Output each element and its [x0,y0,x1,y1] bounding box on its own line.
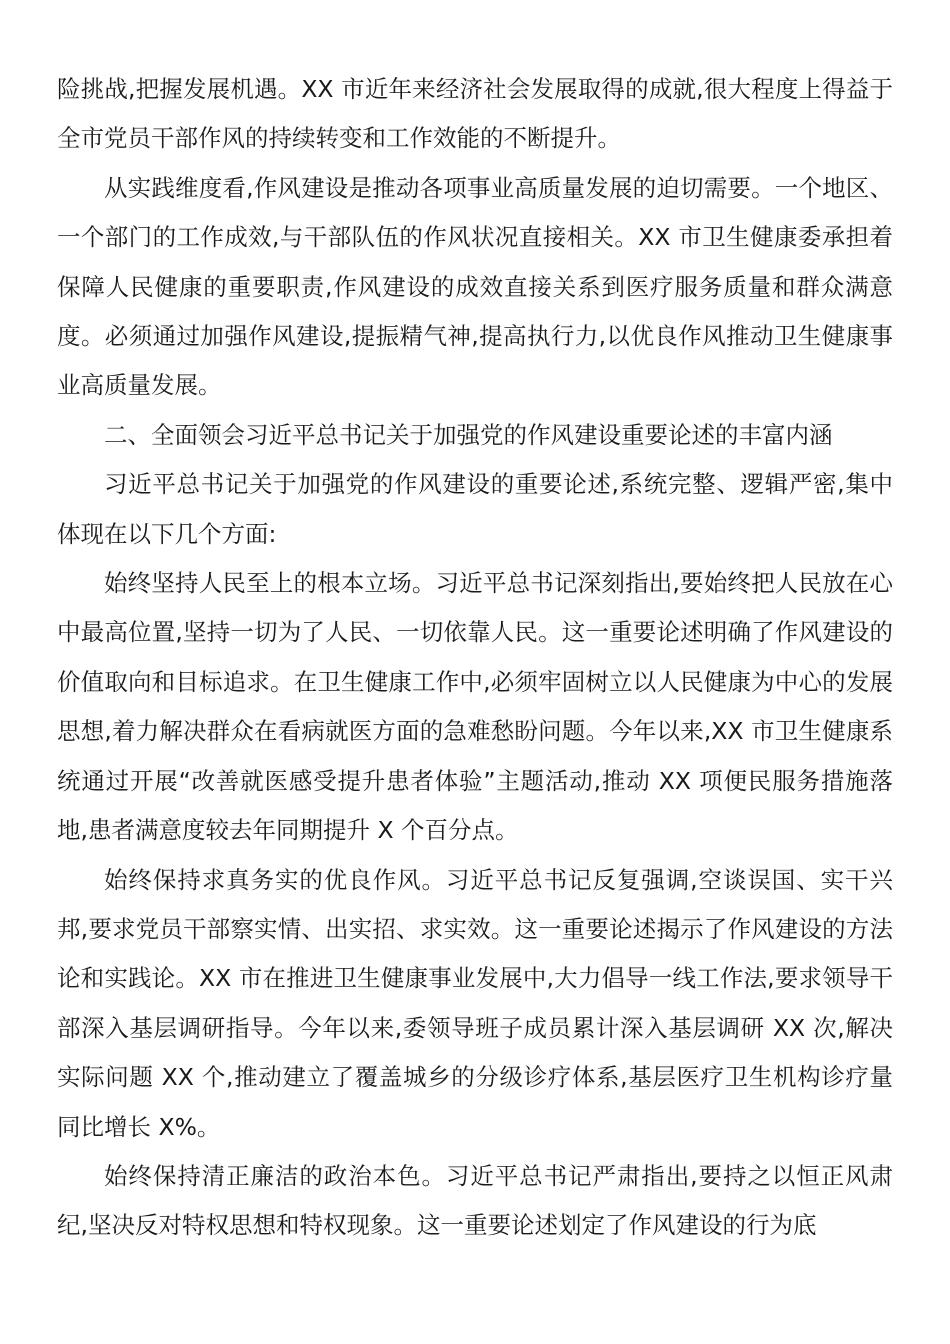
paragraph-intro: 习近平总书记关于加强党的作风建设的重要论述,系统完整、逻辑严密,集中体现在以下几个方面: [57,470,893,548]
paragraph-integrity: 始终保持清正廉洁的政治本色。习近平总书记严肃指出,要持之以恒正风肃纪,坚决反对特权思想和特权现象。这一重要论述划定了作风建设的行为底 [57,1161,893,1240]
section-heading-two: 二、全面领会习近平总书记关于加强党的作风建设重要论述的丰富内涵 [104,420,833,449]
paragraph-people-first: 始终坚持人民至上的根本立场。习近平总书记深刻指出,要始终把人民放在心中最高位置,坚持一切为了人民、一切依靠人民。这一重要论述明确了作风建设的价值取向和目标追求。在卫生健康工作中,必须牢固树立以人民健康为中心的发展思想,着力解决群众在看病就医方面的急难愁盼问题。今年以来,XX 市卫生健康系统通过开展“改善就医感受提升患者体验”主题活动,推动 XX 项便民服务措施落地,患者满意度较去年同期提升 X 个百分点。 [57,569,893,845]
paragraph-continuation: 险挑战,把握发展机遇。XX 市近年来经济社会发展取得的成就,很大程度上得益于全市党员干部作风的持续转变和工作效能的不断提升。 [57,75,893,153]
document-page [57,65,893,1251]
paragraph-pragmatic-style: 始终保持求真务实的优良作风。习近平总书记反复强调,空谈误国、实干兴邦,要求党员干部察实情、出实招、求实效。这一重要论述揭示了作风建设的方法论和实践论。XX 市在推进卫生健康事业发展中,大力倡导一线工作法,要求领导干部深入基层调研指导。今年以来,委领导班子成员累计深入基层调研 XX 次,解决实际问题 XX 个,推动建立了覆盖城乡的分级诊疗体系,基层医疗卫生机构诊疗量同比增长 X%。 [57,865,893,1141]
paragraph-practice-dimension: 从实践维度看,作风建设是推动各项事业高质量发展的迫切需要。一个地区、一个部门的工作成效,与干部队伍的作风状况直接相关。XX 市卫生健康委承担着保障人民健康的重要职责,作风建设的成效直接关系到医疗服务质量和群众满意度。必须通过加强作风建设,提振精气神,提高执行力,以优良作风推动卫生健康事业高质量发展。 [57,173,893,400]
